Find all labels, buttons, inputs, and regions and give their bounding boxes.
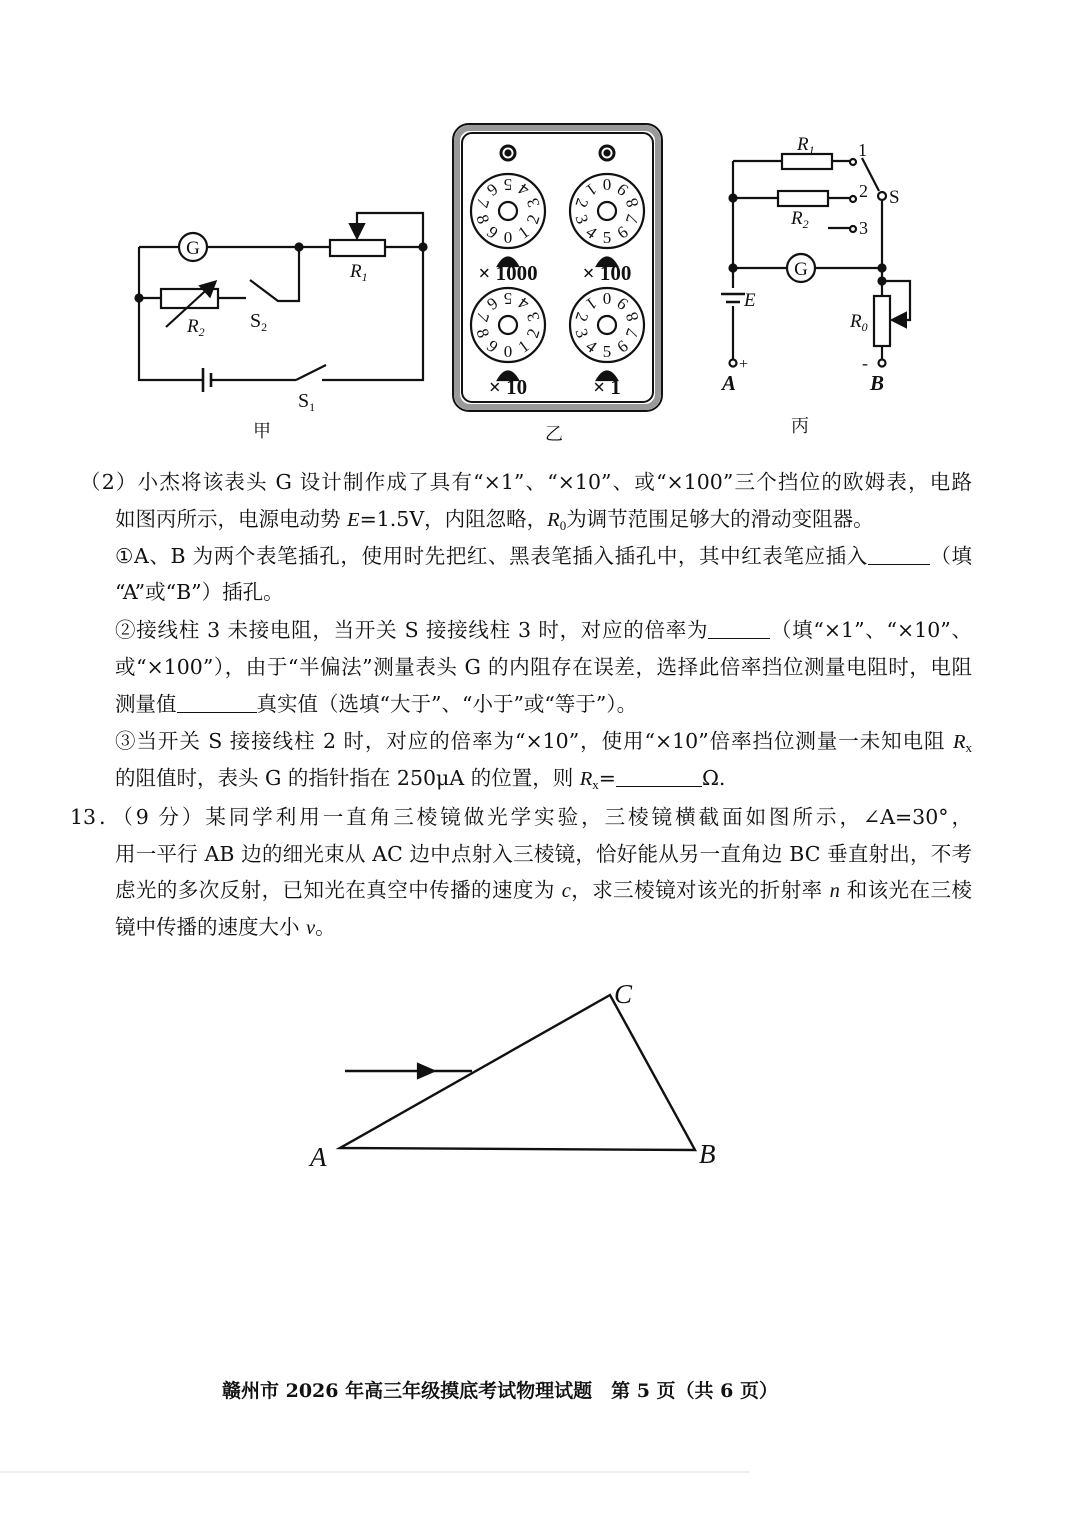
prism-triangle (340, 995, 695, 1150)
text-line (115, 578, 284, 606)
dial-digit: 6 (613, 222, 632, 243)
r2-label: R (187, 316, 199, 337)
dial-digit: 5 (602, 342, 612, 361)
dial-multiplier-label: × 100 (582, 261, 632, 285)
text-segment: 镜中传播的速度大小 (115, 915, 307, 939)
dial-digit: 6 (613, 336, 632, 357)
terminal-3-label: 3 (859, 218, 868, 238)
vertex-b-label: B (699, 1139, 716, 1169)
text-line (115, 505, 874, 533)
terminal-1-label: 1 (858, 140, 867, 160)
terminal-a (730, 360, 737, 367)
variable: c (561, 880, 571, 902)
r0-sub: 0 (861, 320, 868, 334)
resistor-r1 (782, 154, 832, 169)
variable: R (952, 731, 966, 753)
dial-digit: 5 (503, 175, 513, 194)
circuit-jia (136, 213, 427, 442)
text-line (115, 876, 972, 904)
dial-digit: 8 (472, 326, 494, 341)
answer-blank[interactable] (708, 618, 770, 639)
text-segment: 如图丙所示，电源电动势 (115, 507, 348, 531)
text-segment: ③当开关 S 接接线柱 2 时，对应的倍率为“×10”，使用“×10”倍率挡位测量一未知电阻 (115, 729, 953, 753)
switch-s2 (250, 247, 299, 301)
caption-bing: 丙 (791, 416, 809, 436)
galvanometer-label: G (186, 238, 200, 259)
b-label: B (870, 371, 885, 395)
dial-3[interactable] (570, 288, 644, 399)
dial-digit: 4 (514, 179, 533, 200)
dial-digit: 7 (621, 326, 643, 341)
dial-digit: 8 (472, 212, 494, 227)
dial-digit: 8 (621, 309, 643, 324)
r1-label: R (797, 134, 809, 155)
resistance-box-yi (453, 124, 662, 445)
dial-digit: 7 (621, 212, 643, 227)
dial-digit: 6 (483, 293, 502, 314)
galvanometer-label: G (794, 259, 808, 280)
subscript: x (592, 777, 599, 792)
dial-digit: 9 (613, 179, 632, 200)
dial-digit: 2 (522, 212, 544, 227)
text-line (80, 468, 972, 496)
text-line (115, 913, 336, 941)
dial-digit: 5 (503, 289, 513, 308)
svg-text:R0 (849, 311, 868, 334)
text-segment: 虑光的多次反射，已知光在真空中传播的速度为 (115, 878, 562, 902)
svg-text:R1 (349, 261, 368, 284)
dial-digit: 4 (582, 336, 601, 357)
text-line (115, 653, 972, 681)
minus-label: - (862, 353, 868, 373)
terminal-2-label: 2 (859, 181, 868, 201)
text-segment: 用一平行 AB 边的细光束从 AC 边中点射入三棱镜，恰好能从另一直角边 BC 垂直射出，不考 (115, 842, 972, 866)
resistor-r2 (778, 191, 828, 206)
emf-label: E (744, 290, 756, 311)
switch-s1 (296, 365, 326, 380)
prism-diagram (308, 979, 716, 1172)
switch-label: S (889, 187, 900, 208)
svg-text:R1 (796, 134, 815, 157)
dial-digit: 1 (582, 179, 601, 200)
dial-digit: 4 (582, 222, 601, 243)
text-segment: Ω. (701, 766, 726, 790)
dial-center (499, 316, 517, 334)
dial-multiplier-label: × 1000 (478, 261, 538, 285)
arrow-icon (418, 1064, 434, 1078)
svg-text:S1 (298, 390, 315, 414)
dial-digit: 8 (621, 195, 643, 210)
text-segment: 。 (315, 915, 336, 939)
svg-text:R2 (790, 208, 809, 231)
variable: R (579, 768, 593, 790)
dial-digit: 0 (503, 228, 513, 247)
text-line (115, 727, 972, 755)
caption-yi: 乙 (545, 424, 563, 445)
dial-digit: 0 (602, 175, 612, 194)
answer-blank[interactable] (868, 544, 930, 565)
text-line (115, 542, 972, 570)
variable: n (829, 880, 840, 902)
dial-center (598, 316, 616, 334)
text-segment: 真实值（选填“大于”、“小于”或“等于”）。 (256, 692, 638, 716)
s1-sub: 1 (309, 400, 316, 414)
text-line (115, 690, 637, 718)
r2-sub: 2 (802, 217, 809, 231)
dial-digit: 4 (514, 293, 533, 314)
variable: E (347, 509, 360, 531)
terminal-b (879, 360, 886, 367)
plus-label: + (739, 356, 749, 373)
svg-text:S2 (250, 310, 267, 334)
variable: R (547, 509, 560, 531)
text-segment: = (598, 766, 616, 790)
subscript: x (965, 740, 972, 755)
dial-digit: 2 (571, 309, 593, 324)
text-segment: “A”或“B”）插孔。 (115, 580, 284, 604)
dial-digit: 1 (514, 336, 533, 357)
caption-jia: 甲 (253, 421, 271, 442)
text-line (115, 764, 725, 792)
circuit-bing (720, 134, 910, 436)
r1-sub: 1 (361, 270, 368, 284)
answer-blank[interactable] (616, 766, 702, 787)
dial-digit: 1 (582, 293, 601, 314)
text-segment: （填 (929, 544, 972, 568)
text-segment: （填“×1”、“×10”、 (770, 618, 972, 642)
r0-label: R (850, 311, 862, 332)
r2-label: R (791, 208, 803, 229)
dial-digit: 0 (503, 342, 513, 361)
s1-label: S (298, 390, 310, 412)
text-segment: 13．（9 分）某同学利用一直角三棱镜做光学实验，三棱镜横截面如图所示，∠A=30°， (70, 805, 972, 829)
dial-digit: 3 (571, 326, 593, 341)
text-segment: 或“×100”），由于“半偏法”测量表头 G 的内阻存在误差，选择此倍率挡位测量电阻时，电阻 (115, 655, 972, 679)
text-segment: 为调节范围足够大的滑动变阻器。 (566, 507, 874, 531)
s2-sub: 2 (261, 320, 268, 334)
vertex-a-label: A (310, 1142, 327, 1172)
r1-label: R (350, 261, 362, 282)
r2-sub: 2 (198, 325, 205, 339)
dial-multiplier-label: × 10 (488, 375, 528, 399)
dial-digit: 9 (613, 293, 632, 314)
page-footer: 赣州市 2026 年高三年级摸底考试物理试题 第 5 页（共 6 页） (221, 1380, 778, 1402)
text-segment: ①A、B 为两个表笔插孔，使用时先把红、黑表笔插入插孔中，其中红表笔应插入 (115, 544, 868, 568)
text-segment: 和该光在三棱 (839, 878, 972, 902)
text-segment: 测量值 (115, 692, 177, 716)
dial-1[interactable] (570, 174, 644, 285)
dial-2[interactable] (471, 288, 545, 399)
resistor-r1 (330, 240, 385, 256)
dial-digit: 6 (483, 179, 502, 200)
text-segment: =1.5V，内阻忽略， (359, 507, 548, 531)
dial-digit: 1 (514, 222, 533, 243)
dial-digit: 7 (472, 309, 494, 324)
text-segment: ，求三棱镜对该光的折射率 (570, 878, 830, 902)
text-segment: （2）小杰将该表头 G 设计制作成了具有“×1”、“×10”、或“×100”三个挡位的欧姆表，电路 (80, 470, 972, 494)
s2-label: S (250, 310, 262, 332)
dial-digit: 5 (602, 228, 612, 247)
variable: v (306, 917, 316, 939)
a-label: A (722, 371, 737, 395)
text-segment: 的阻值时，表头 G 的指针指在 250μA 的位置，则 (115, 766, 580, 790)
dial-digit: 2 (522, 326, 544, 341)
dial-digit: 3 (522, 309, 544, 324)
dial-center (499, 202, 517, 220)
dial-digit: 0 (602, 289, 612, 308)
rheostat-r0 (874, 296, 890, 346)
text-line (115, 616, 972, 644)
dial-0[interactable] (471, 174, 545, 285)
battery-icon (203, 368, 211, 392)
dial-multiplier-label: × 1 (593, 375, 621, 399)
r1-sub: 1 (808, 143, 815, 157)
dial-digit: 3 (571, 212, 593, 227)
text-line (115, 840, 972, 868)
text-line (70, 803, 972, 831)
dial-digit: 9 (483, 336, 502, 357)
dial-digit: 7 (472, 195, 494, 210)
vertex-c-label: C (614, 979, 633, 1009)
dial-digit: 9 (483, 222, 502, 243)
text-segment: ②接线柱 3 未接电阻，当开关 S 接接线柱 3 时，对应的倍率为 (115, 618, 709, 642)
svg-text:R2 (186, 316, 205, 339)
answer-blank[interactable] (177, 692, 257, 713)
dial-digit: 2 (571, 195, 593, 210)
dial-digit: 3 (522, 195, 544, 210)
subscript: 0 (559, 518, 567, 533)
dial-center (598, 202, 616, 220)
